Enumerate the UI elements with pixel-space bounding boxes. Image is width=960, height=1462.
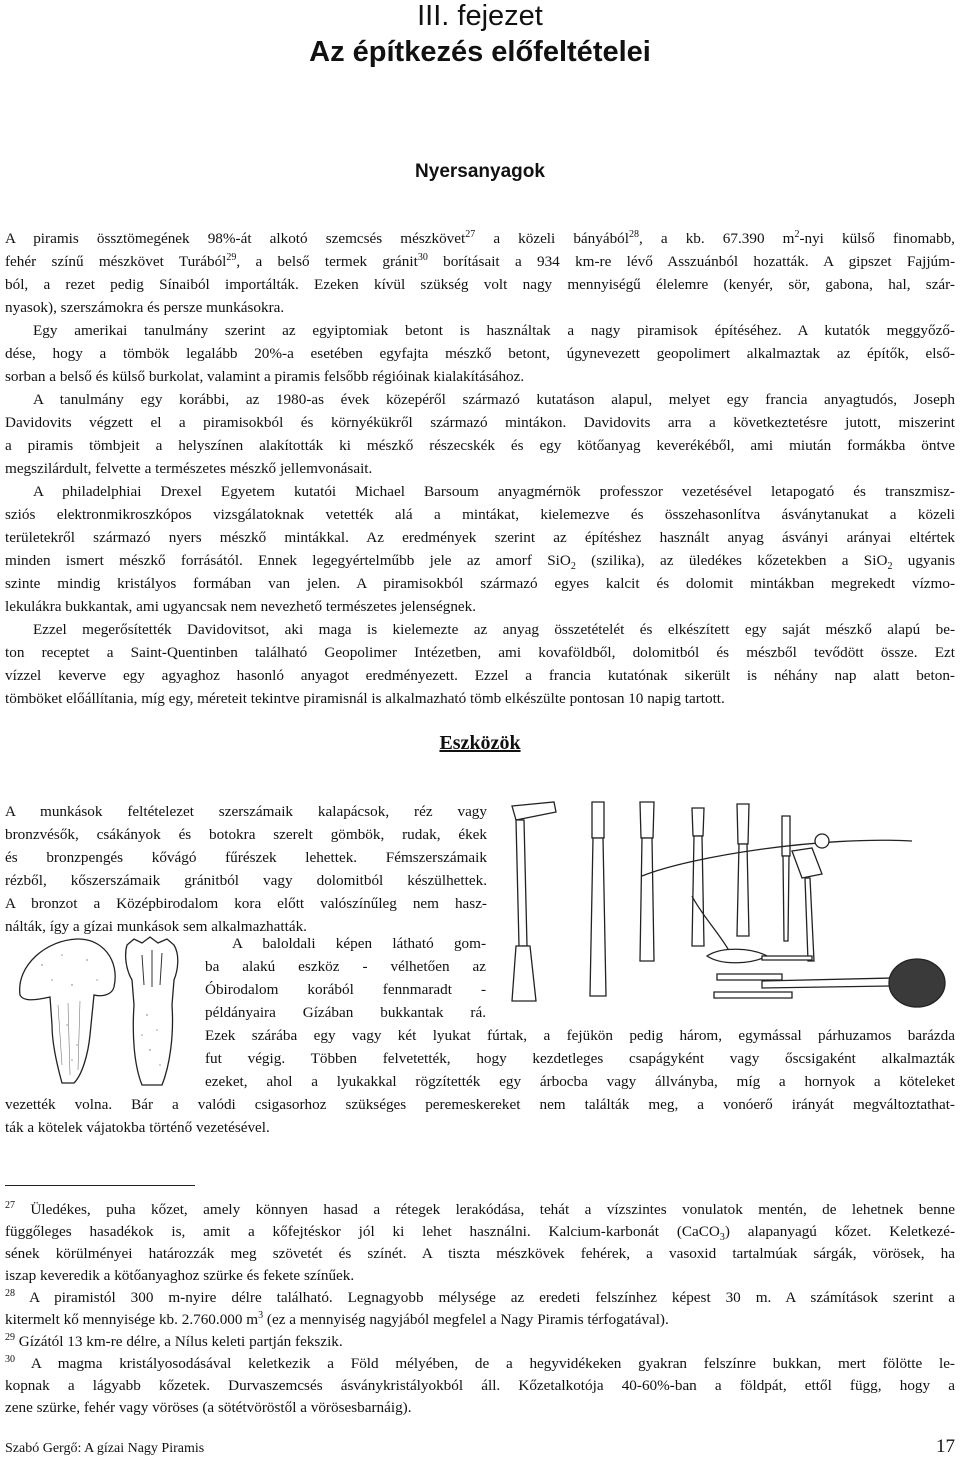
footnote-line: függőleges hasadékok is, amit a kőfejtéskor jól ki lehet használni. Kalcium-karbonát (CaCO$_3$) alapanyagú kőzet. Keletkezé- <box>5 1223 955 1244</box>
paragraph-line: vízzel keverve egy agyaghoz hasonló anyagot eredményezett. Ezzel a francia kutatónak sikerült is néhány nap alatt beton- <box>5 667 955 684</box>
mushroom-tool-illustration <box>2 925 202 1090</box>
paragraph-line: A tanulmány egy korábbi, az 1980-as évek közepéről származó kutatáson alapul, melyet egy francia anyagtudós, Joseph <box>33 391 955 408</box>
paragraph-line: A munkások feltételezet szerszámaik kalapácsok, réz vagy <box>5 803 487 820</box>
paragraph-line: példányaira Gízában bukkantak rá. <box>205 1004 486 1021</box>
paragraph-line: fut végig. Többen felvetették, hogy kezdetleges csapágyként vagy őscsigaként alkalmazták <box>205 1050 955 1067</box>
footnote-line: $^{30}$ A magma kristályosodásával keletkezik a Föld mélyében, de a hegyvidékeken gyakran felszínre bukkan, mert fölötte le- <box>5 1353 955 1372</box>
paragraph-line: a piramis tömbjeit a helyszínen alakították ki mészkő részecskék és egy kötőanyag keverékéből, ami miután formákba öntve <box>5 437 955 454</box>
paragraph-line: tömböket előállítania, míg egy, méreteit tekintve piramisnál is alkalmazható tömb elkészülte pontosan 10 napig tartott. <box>5 690 725 707</box>
footnote-separator <box>5 1185 195 1186</box>
paragraph-line: A philadelphiai Drexel Egyetem kutatói Michael Barsoum anyagmérnök professzor vezetésével letapogató és transzmisz- <box>33 483 955 500</box>
paragraph-line: Ezek szárába egy vagy két lyukat fúrtak, a fejükön pedig három, egymással párhuzamos barázda <box>205 1027 955 1044</box>
paragraph-line: bronzvésők, csákányok és botokra szerelt gömbök, rudak, ékek <box>5 826 487 843</box>
section-title-eszkozok: Eszközök <box>439 732 521 754</box>
paragraph-line: szinte mindig kristályos formában van jelen. A piramisokból származó egyes kalcit és dolomit mintákban megrekedt vízmo- <box>5 575 955 592</box>
footnote-line: $^{28}$ A piramistól 300 m-nyire délre található. Legnagyobb mélysége az eredeti felszínhez képest 30 m. A számítások szerint a <box>5 1287 955 1306</box>
footnote-line: kopnak a lágyabb kőzetek. Durvaszemcsés ásványkristályokból áll. Kőzetalkotója 40-60%-ban a földpát, ettől függ, hogy a <box>5 1377 955 1394</box>
footnote-line: $^{29}$ Gízától 13 km-re délre, a Nílus keleti partján fekszik. <box>5 1331 343 1350</box>
paragraph-line: Ezzel megerősítették Davidovitsot, aki maga is kielemezte az anyag összetételét és elkészített egy saját mészkő alapú be- <box>33 621 955 638</box>
paragraph-line: rézből, kőszerszámaik gránitból vagy dolomitból készülhettek. <box>5 872 487 889</box>
section-title-nyersanyagok: Nyersanyagok <box>415 161 545 182</box>
paragraph-line: ták a kötelek vájatokba történő vezetésével. <box>5 1119 270 1136</box>
paragraph-line: ton receptet a Saint-Quentinben található Geopolimer Intézetben, ami kovaföldből, dolomitból és mészből tevődött össze. Ezt <box>5 644 955 661</box>
chapter-number: III. fejezet <box>417 0 543 32</box>
paragraph-line: ba alakú eszköz - vélhetően az <box>205 958 486 975</box>
page-number: 17 <box>936 1436 955 1457</box>
chapter-title: Az építkezés előfeltételei <box>309 36 651 68</box>
paragraph-line: vezették volna. Bár a valódi csigasorhoz szükséges peremeskereket nem találták meg, a vonóerő irányát megváltoztathat- <box>5 1096 955 1113</box>
paragraph-line: A piramis össztömegének 98%-át alkotó szemcsés mészkövet$^{27}$ a közeli bányából$^{28}$, a kb. 67.390 $m^2$-nyi külső finomabb, <box>5 228 955 247</box>
paragraph-line: fehér színű mészkövet Turából$^{29}$, a belső termek gránit$^{30}$ borításait a 934 km-re lévő Asszuánból hozatták. A gipszet Fajjúm- <box>5 251 955 270</box>
paragraph-line: és bronzpengés kővágó fűrészek lehettek. Fémszerszámaik <box>5 849 487 866</box>
paragraph-line: minden ismert mészkő forrásától. Ennek legegyértelműbb jele az amorf SiO$_2$ (szilika), az üledékes kőzetekben a SiO$_2$ ugyanis <box>5 552 955 573</box>
paragraph-line: Óbirodalom korából fennmaradt - <box>205 981 486 998</box>
paragraph-line: sorban a belső és külső burkolat, valamint a piramis felsőbb régióinak kialakításához. <box>5 368 525 385</box>
paragraph-line: ból, a rezet pedig Sínaiból importálták. Ezeken kívül szükség volt nagy mennyiségű élelemre (kenyér, sör, gabona, hal, szár- <box>5 276 955 293</box>
paragraph-line: nyasok), szerszámokra és persze munkásokra. <box>5 299 285 316</box>
footer-author-title: Szabó Gergő: A gízai Nagy Piramis <box>5 1441 205 1456</box>
paragraph-line: lekulákra bukkantak, ami ugyancsak nem nevezhető természetes jelenségnek. <box>5 598 477 615</box>
paragraph-line: ezeket, ahol a lyukakkal rögzítették egy árbocba vagy állványba, míg a hornyok a köteleket <box>205 1073 955 1090</box>
paragraph-line: területekről származó nyers mészkő mintákkal. Az eredmények szerint az építéshez használt anyag ásványi arányai eltértek <box>5 529 955 546</box>
paragraph-line: Egy amerikai tanulmány szerint az egyiptomiak betont is használtak a nagy piramisok építéséhez. A kutatók meggyőző- <box>33 322 955 339</box>
paragraph-line: dése, hogy a tömbök legalább 20%-a esetében egyfajta mészkő betont, úgynevezett geopolimert alkalmaztak az építők, első- <box>5 345 955 362</box>
paragraph-line: A baloldali képen látható gom- <box>232 935 486 952</box>
paragraph-line: nálták, így a gízai munkások sem alkalmazhatták. <box>5 918 307 935</box>
tools-illustration <box>492 796 960 1022</box>
footnote-line: sének körülményei határozzák meg szövetét és színét. A tiszta mészkövek fehérek, a vasoxid tartalmúak sárgák, vörösek, ha <box>5 1245 955 1262</box>
footnote-line: iszap keveredik a kötőanyaghoz szürke és fekete színűek. <box>5 1267 355 1284</box>
paragraph-line: sziós elektronmikroszkópos vizsgálatoknak vetették alá a mintákat, kielemezve és összehasonlítva ásványtanukat a közeli <box>5 506 955 523</box>
footnote-line: $^{27}$ Üledékes, puha kőzet, amely könnyen hasad a rétegek lerakódása, tehát a vízszintes vonulatok mentén, de lehetnek benne <box>5 1199 955 1218</box>
paragraph-line: Davidovits végzett el a piramisokból és környékükről származó mintákon. Davidovits arra a következtetésre jutott, miszerint <box>5 414 955 431</box>
footnote-line: zene szürke, fehér vagy vöröses (a sötétvöröstől a vörösesbarnáig). <box>5 1399 412 1416</box>
paragraph-line: A bronzot a Középbirodalom kora előtt valószínűleg nem hasz- <box>5 895 487 912</box>
footnote-line: kitermelt kő mennyisége kb. 2.760.000 $m^3$ (ez a mennyiség nagyjából megfelel a Nagy Piramis térfogatával). <box>5 1309 669 1328</box>
paragraph-line: megszilárdult, felvette a természetes mészkő jellemvonásait. <box>5 460 373 477</box>
